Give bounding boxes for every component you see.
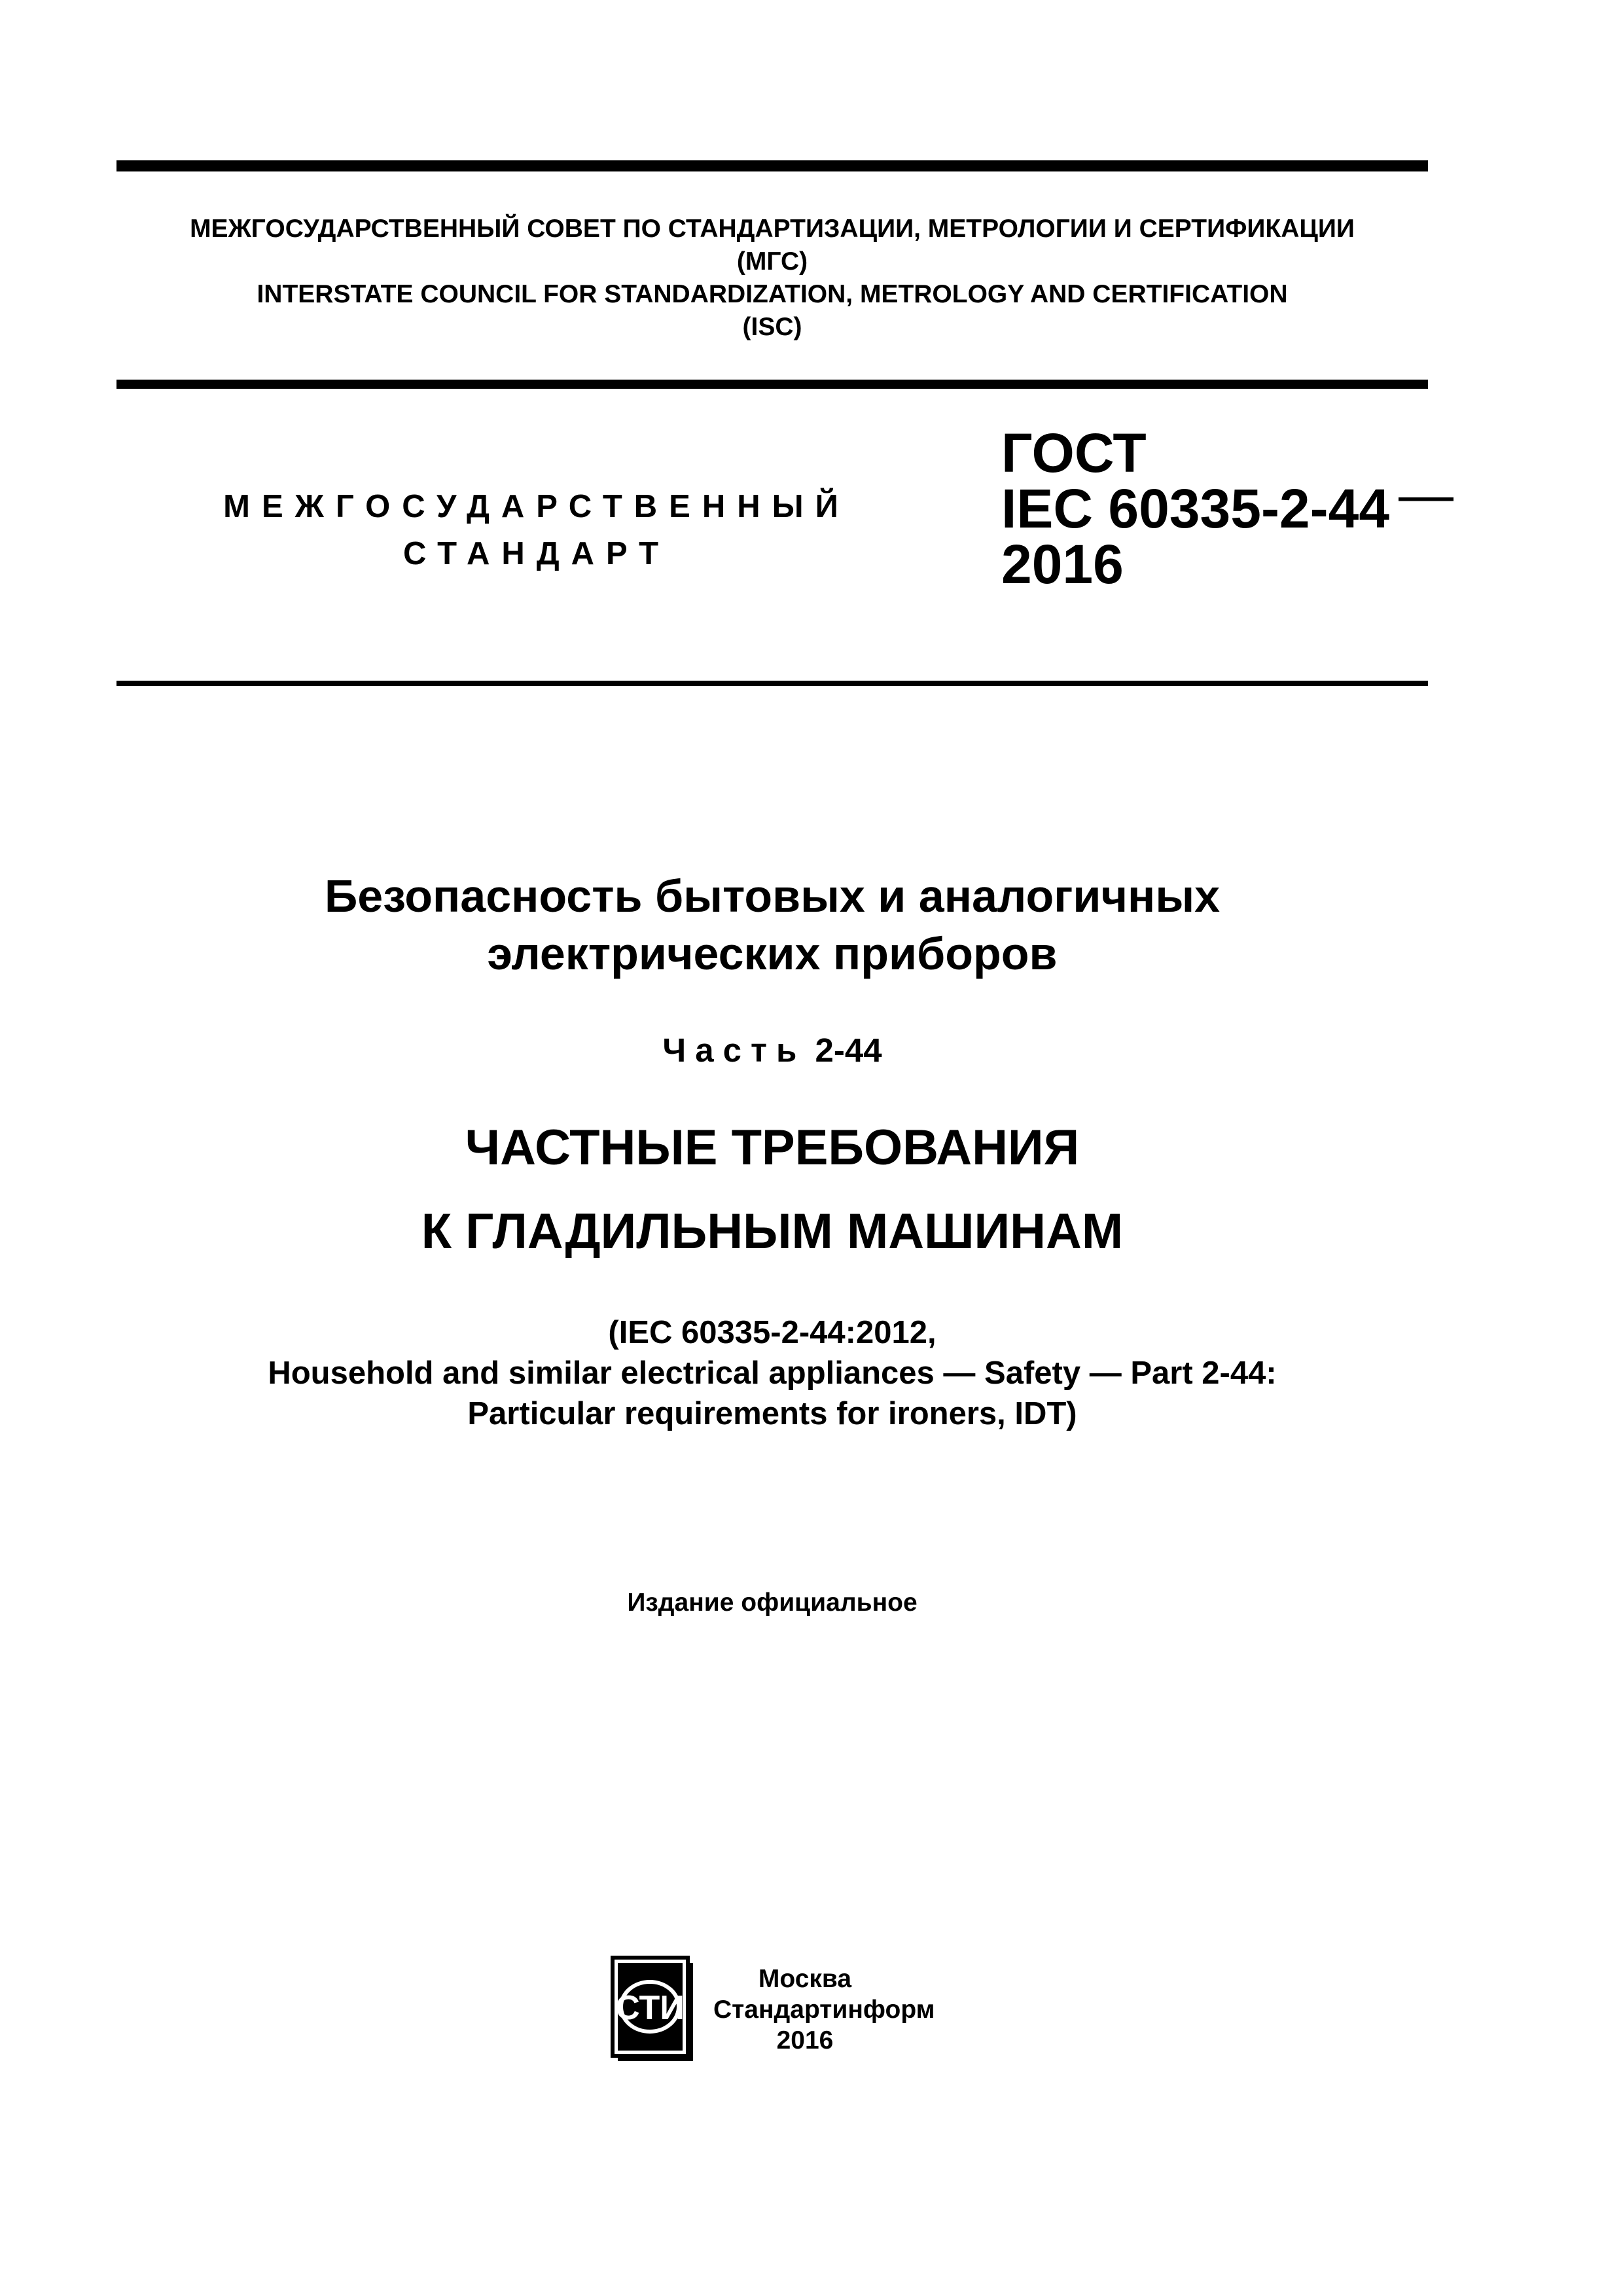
title-line2: электрических приборов [487, 928, 1058, 979]
gost-dash: — [1399, 463, 1454, 525]
edition-note [0, 1587, 1544, 1619]
subtitle-line2: К ГЛАДИЛЬНЫМ МАШИНАМ [421, 1204, 1124, 1259]
gost-designation [1001, 422, 1454, 595]
subtitle-line1: ЧАСТНЫЕ ТРЕБОВАНИЯ [465, 1120, 1080, 1175]
standard-type [196, 483, 877, 577]
part-number: 2-44 [815, 1031, 882, 1069]
logo-text: СТИ [615, 1989, 685, 2027]
part-label [0, 1031, 1544, 1070]
iec-reference-line2: Household and similar electrical appliances — Safety — Part 2-44: [268, 1355, 1277, 1391]
gost-year: 2016 [1001, 533, 1124, 595]
header-bottom-rule [116, 681, 1428, 686]
iec-reference [0, 1312, 1544, 1434]
title-line1: Безопасность бытовых и аналогичных [324, 870, 1221, 922]
standard-type-line1: МЕЖГОСУДАРСТВЕННЫЙ [223, 489, 850, 524]
edition-text: Издание официальное [627, 1588, 918, 1617]
council-abbr-en: (ISC) [742, 313, 802, 341]
gost-prefix: ГОСТ [1001, 422, 1147, 484]
part-word: Часть [662, 1031, 806, 1069]
iec-reference-line1: (IEC 60335-2-44:2012, [608, 1315, 936, 1350]
council-name-ru: МЕЖГОСУДАРСТВЕННЫЙ СОВЕТ ПО СТАНДАРТИЗАЦИИ, МЕТРОЛОГИИ И СЕРТИФИКАЦИИ [190, 215, 1355, 243]
council-bottom-rule [116, 380, 1428, 389]
gost-number-line [1001, 463, 1454, 539]
document-subtitle [0, 1106, 1544, 1274]
publisher-city: Москва [758, 1965, 852, 1993]
publisher-name: Стандартинформ [713, 1996, 935, 2024]
document-title [0, 867, 1544, 982]
publisher-year: 2016 [776, 2026, 834, 2054]
top-thick-rule [116, 160, 1428, 171]
iec-reference-line3: Particular requirements for ironers, IDT) [467, 1396, 1077, 1431]
council-abbr-ru: (МГС) [736, 247, 808, 276]
standard-type-line2: СТАНДАРТ [402, 536, 671, 571]
standartinform-logo-icon [609, 1954, 697, 2065]
publisher-info [713, 1964, 935, 2056]
gost-number: IEC 60335-2-44 [1001, 478, 1390, 539]
council-header [0, 213, 1544, 344]
council-name-en: INTERSTATE COUNCIL FOR STANDARDIZATION, METROLOGY AND CERTIFICATION [257, 280, 1288, 308]
